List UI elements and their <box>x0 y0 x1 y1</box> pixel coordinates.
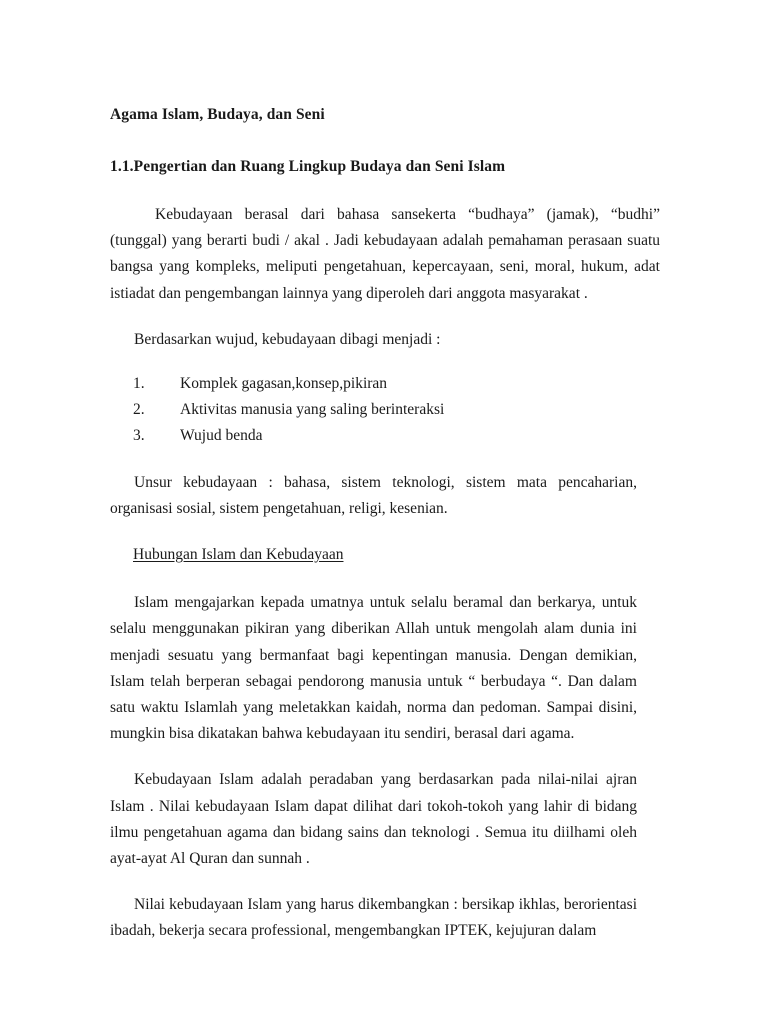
page-title: Agama Islam, Budaya, dan Seni <box>110 106 325 123</box>
list-item-number: 1. <box>133 375 145 393</box>
list-item <box>133 371 660 397</box>
wujud-list <box>110 371 660 450</box>
paragraph-kebudayaan-islam: Kebudayaan Islam adalah peradaban yang berdasarkan pada nilai-nilai ajran Islam . Nilai kebudayaan Islam dapat dilihat dari tokoh-tokoh yang lahir di bidang ilmu pengetahuan agama dan bidang sains dan teknologi . Semua itu diilhami oleh ayat-ayat Al Quran dan sunnah . <box>110 771 637 868</box>
list-item-number: 2. <box>133 401 145 419</box>
paragraph-islam-mengajarkan: Islam mengajarkan kepada umatnya untuk selalu beramal dan berkarya, untuk selalu menggunakan pikiran yang diberikan Allah untuk mengolah alam dunia ini menjadi sesuatu yang bermanfaat bagi kepentingan manusia. Dengan demikian, Islam telah berperan sebagai pendorong manusia untuk “ berbudaya “. Dan dalam satu waktu Islamlah yang meletakkan kaidah, norma dan pedoman. Sampai disini, mungkin bisa dikatakan bahwa kebudayaan itu sendiri, berasal dari agama. <box>110 594 637 743</box>
paragraph-kebudayaan-asal: Kebudayaan berasal dari bahasa sansekerta “budhaya” (jamak), “budhi” (tunggal) yang berarti budi / akal . Jadi kebudayaan adalah pemahaman perasaan suatu bangsa yang kompleks, meliputi pengetahuan, kepercayaan, seni, moral, hukum, adat istiadat dan pengembangan lainnya yang diperoleh dari anggota masyarakat . <box>110 206 660 302</box>
list-item-number: 3. <box>133 427 145 445</box>
section-heading-1-1: 1.1.Pengertian dan Ruang Lingkup Budaya dan Seni Islam <box>110 158 506 175</box>
list-item <box>133 397 660 423</box>
list-item-label: Wujud benda <box>180 427 263 445</box>
paragraph-unsur-kebudayaan: Unsur kebudayaan : bahasa, sistem teknologi, sistem mata pencaharian, organisasi sosial, sistem pengetahuan, religi, kesenian. <box>110 473 637 517</box>
list-item <box>133 423 660 449</box>
document-body <box>110 104 660 945</box>
subheading-hubungan-islam-kebudayaan: Hubungan Islam dan Kebudayaan <box>133 546 344 564</box>
list-item-label: Komplek gagasan,konsep,pikiran <box>180 375 388 393</box>
list-item-label: Aktivitas manusia yang saling berinteraksi <box>180 401 445 419</box>
paragraph-berdasarkan-wujud: Berdasarkan wujud, kebudayaan dibagi menjadi : <box>134 330 441 348</box>
paragraph-nilai-kebudayaan: Nilai kebudayaan Islam yang harus dikembangkan : bersikap ikhlas, berorientasi ibadah, bekerja secara professional, mengembangkan IPTEK, kejujuran dalam <box>110 896 637 940</box>
subheading-wrap <box>110 542 660 590</box>
